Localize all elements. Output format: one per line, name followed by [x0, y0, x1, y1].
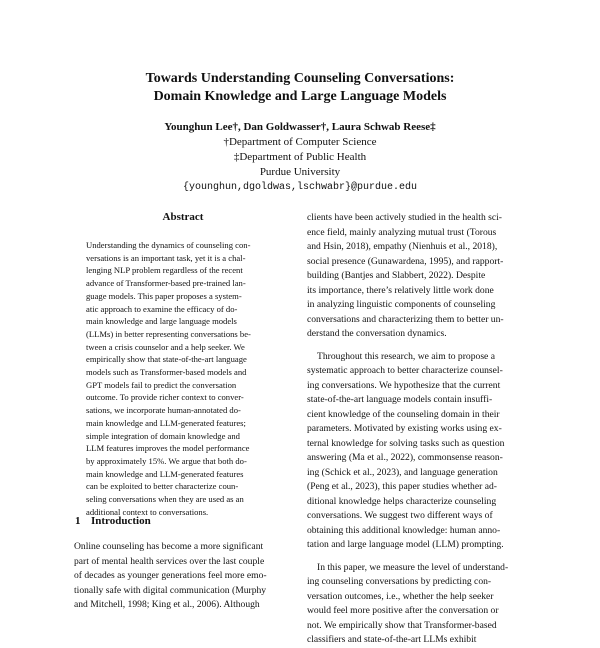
text-line: ing (Schick et al., 2023), and language generation: [307, 466, 498, 478]
text-line: by approximately 15%. We argue that both do-: [86, 455, 247, 466]
introduction-body-left: [74, 540, 296, 613]
text-line: its importance, there’s relatively little work done: [307, 284, 494, 296]
text-line: simple integration of domain knowledge and: [86, 430, 240, 441]
text-line: social presence (Gunawardena, 1995), and rapport-: [307, 255, 504, 267]
text-line: main knowledge and LLM-generated features;: [86, 417, 246, 428]
author-block: [60, 120, 540, 195]
text-line: empirically show that state-of-the-art language: [86, 354, 247, 365]
text-line: answering (Ma et al., 2022), commonsense reason-: [307, 452, 503, 463]
text-line: versation outcomes, i.e., whether the help seeker: [307, 590, 494, 602]
affiliation: †Department of Computer Science: [223, 136, 377, 148]
text-line: main knowledge and LLM-generated features: [86, 468, 244, 479]
right-column-body: [307, 211, 529, 648]
text-line: ditional knowledge helps characterize counseling: [307, 495, 497, 507]
affiliation: ‡Department of Public Health: [233, 151, 367, 163]
title-line: Towards Understanding Counseling Conversations:: [145, 71, 455, 86]
text-line: sations, we incorporate human-annotated do-: [86, 405, 241, 416]
paragraph-gap: [307, 342, 529, 350]
author-email: {younghun,dgoldwas,lschwabr}@purdue.edu: [182, 182, 418, 193]
text-line: guage models. This paper proposes a system-: [86, 290, 242, 301]
text-line: tween a crisis counselor and a help seeker. We: [86, 341, 245, 352]
text-line: Understanding the dynamics of counseling con-: [86, 240, 251, 250]
text-line: (Peng et al., 2023), this paper studies whether ad-: [307, 481, 497, 492]
text-line: derstand the conversation dynamics.: [307, 328, 447, 339]
text-line: lenging NLP problem regardless of the recent: [86, 265, 243, 276]
text-line: not. We empirically show that Transformer-based: [307, 619, 497, 631]
text-line: ing counseling conversations by predicting con-: [307, 576, 492, 587]
text-line: of decades as younger generations feel more emo-: [74, 570, 267, 581]
text-line: (LLMs) in better representing conversations be-: [86, 328, 251, 339]
affiliation: Purdue University: [259, 166, 341, 178]
text-line: Online counseling has become a more significant: [74, 541, 264, 552]
section-heading-introduction: [75, 514, 151, 528]
text-line: LLM features improves the model performance: [86, 443, 250, 454]
abstract-body: [86, 239, 286, 518]
section-number: 1: [75, 515, 81, 527]
text-line: part of mental health services over the last couple: [74, 555, 265, 567]
text-line: building (Bantjes and Slabbert, 2022). Despite: [307, 270, 486, 281]
text-line: ence field, mainly analyzing mutual trust (Torous: [307, 226, 497, 238]
text-line: systematic approach to better characterize counsel-: [307, 365, 503, 376]
text-line: classifiers and state-of-the-art LLMs exhibit: [307, 634, 477, 645]
text-line: In this paper, we measure the level of understand-: [317, 561, 509, 573]
text-line: state-of-the-art language models contain insuffi-: [307, 394, 493, 405]
text-line: parameters. Motivated by existing works using ex-: [307, 423, 502, 434]
text-line: atic approach to examine the efficacy of do-: [86, 303, 238, 314]
paper-title: [60, 70, 540, 106]
text-line: versations is an important task, yet it is a chal-: [86, 252, 246, 263]
text-line: tionally safe with digital communication (Murphy: [74, 584, 267, 596]
text-line: GPT models fail to predict the conversation: [86, 379, 237, 390]
text-line: would feel more positive after the conversation or: [307, 605, 499, 616]
text-line: and Mitchell, 1998; King et al., 2006). Although: [74, 599, 260, 610]
text-line: clients have been actively studied in the health sci-: [307, 212, 503, 223]
text-line: advance of Transformer-based pre-trained lan-: [86, 278, 246, 289]
text-line: conversations. We suggest two different ways of: [307, 510, 493, 521]
text-line: models such as Transformer-based models and: [86, 367, 247, 378]
author-names: Younghun Lee†, Dan Goldwasser†, Laura Schwab Reese‡: [164, 121, 436, 133]
title-line: Domain Knowledge and Large Language Models: [153, 89, 447, 104]
text-line: ternal knowledge for solving tasks such as question: [307, 437, 505, 449]
abstract-heading: Abstract: [162, 211, 204, 223]
text-line: cient knowledge of the counseling domain in their: [307, 408, 500, 420]
text-line: obtaining this additional knowledge: human anno-: [307, 524, 501, 536]
text-line: tation and large language model (LLM) prompting.: [307, 539, 504, 550]
text-line: and Hsin, 2018), empathy (Nienhuis et al., 2018),: [307, 241, 498, 252]
text-line: main knowledge and large language models: [86, 316, 237, 327]
text-line: can be exploited to better characterize coun-: [86, 481, 239, 492]
text-line: outcome. To provide richer context to conver-: [86, 392, 244, 403]
text-line: conversations and characterizing them to better un-: [307, 313, 504, 325]
text-line: seling conversations when they are used as an: [86, 494, 244, 505]
text-line: in analyzing linguistic components of counseling: [307, 299, 496, 310]
text-line: ing conversations. We hypothesize that the current: [307, 379, 501, 391]
text-line: additional context to conversations.: [86, 506, 209, 517]
paragraph-gap: [307, 553, 529, 561]
text-line: Throughout this research, we aim to propose a: [317, 350, 495, 362]
section-title: Introduction: [91, 515, 151, 527]
